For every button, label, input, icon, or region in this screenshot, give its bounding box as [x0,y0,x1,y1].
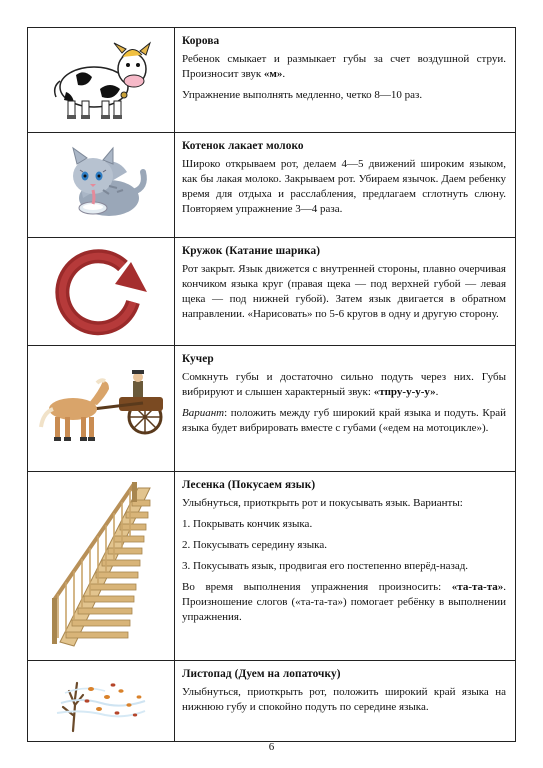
autumn-tree-icon [28,661,174,741]
exercise-paragraph: Широко открываем рот, делаем 4—5 движений широким языком, как бы лакая молоко. Закрываем рот. Убираем язычок. Даем ребенку время для отдыха и расслабления, предлагаем сглотнуть слюну. Повторяем упражнение 3—4 раза. [182,158,506,215]
exercise-table [27,27,516,742]
page-number: 6 [268,741,275,753]
circular-arrow-icon [28,238,174,345]
exercise-row-leaf-fall [28,661,516,742]
exercise-text-cell [175,133,516,238]
exercise-paragraph: Улыбнуться, приоткрыть рот и покусывать язык. Варианты: [182,497,463,509]
paragraph-text: . [435,386,439,398]
paragraph-text: Сомкнуть губы и достаточно сильно подуть через них. Губы вибрируют и слышен характерный звук: [182,371,506,398]
exercise-image-cell [28,346,175,472]
exercise-image-cell [28,133,175,238]
paragraph-text: . Произношение слогов («та-та-та») помогает ребёнку в выполнении упражнения. [182,581,506,623]
exercise-image-cell [28,28,175,133]
exercise-row-coachman [28,346,516,472]
exercise-paragraph: 2. Покусывать середину языка. [182,539,327,551]
exercise-image-cell [28,238,175,346]
exercise-paragraph: Улыбнуться, приоткрыть рот, положить широкий край языка на нижнюю губу и спокойно подуть по середине языка. [182,686,506,713]
paragraph-text: : положить между губ широкий край языка и подуть. Край языка будет вибрировать вместе с губами («едем на мотоцикле»). [182,407,506,434]
exercise-row-kitten [28,133,516,238]
exercise-title: Кружок (Катание шарика) [182,245,321,257]
exercise-text-cell [175,238,516,346]
paragraph-text: Ребенок смыкает и размыкает губы за счет воздушной струи. Произносит звук [182,53,506,80]
sound-highlight: «м» [263,68,283,80]
horse-cart-icon [28,346,174,471]
exercise-paragraph: 3. Покусывать язык, продвигая его постепенно вперёд-назад. [182,560,469,572]
exercise-text-cell [175,472,516,661]
cow-icon [28,28,174,132]
paragraph-text: . [282,68,286,80]
exercise-row-circle [28,238,516,346]
exercise-image-cell [28,661,175,742]
syllable-highlight: «та-та-та» [451,581,504,593]
exercise-title: Котенок лакает молоко [182,140,304,152]
variant-label: Вариант [182,407,225,419]
exercise-paragraph [182,52,506,82]
exercise-paragraph [182,580,506,625]
sound-highlight: «тпру-у-у-у» [373,386,436,398]
exercise-title: Листопад (Дуем на лопаточку) [182,668,341,680]
exercise-title: Кучер [182,353,214,365]
exercise-paragraph: Упражнение выполнять медленно, четко 8—10 раз. [182,89,423,101]
exercise-text-cell [175,346,516,472]
paragraph-text: Во время выполнения упражнения произносить: [182,581,452,593]
exercise-text-cell [175,28,516,133]
kitten-icon [28,133,174,237]
staircase-icon [28,472,174,660]
exercise-title: Лесенка (Покусаем язык) [182,479,316,491]
exercise-row-cow [28,28,516,133]
exercise-image-cell [28,472,175,661]
exercise-text-cell [175,661,516,742]
exercise-paragraph [182,406,506,436]
exercise-sheet [27,27,516,742]
exercise-title: Корова [182,35,220,47]
exercise-paragraph: 1. Покрывать кончик языка. [182,518,313,530]
exercise-paragraph [182,370,506,400]
exercise-row-ladder [28,472,516,661]
exercise-paragraph: Рот закрыт. Язык движется с внутренней стороны, плавно очерчивая кончиком языка круг (правая щека — под верхней губой — левая щека — под нижней губой). Затем язык двигается в обратном направлении. «Нарисовать» по 5-6 кругов в одну и другую сторону. [182,263,506,320]
